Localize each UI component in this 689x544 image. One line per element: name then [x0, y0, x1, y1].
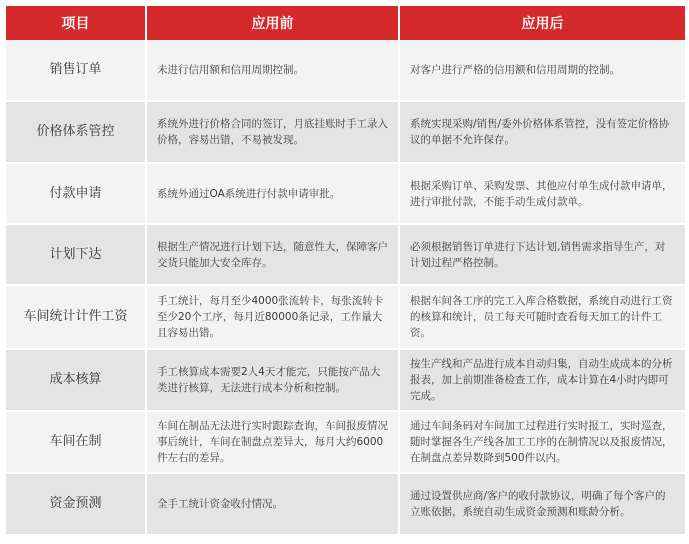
row-item: 成本核算	[6, 350, 147, 412]
row-item: 车间在制	[6, 412, 147, 474]
table-row	[6, 225, 685, 286]
row-before: 根据生产情况进行计划下达，随意性大，保障客户交货只能加大安全库存。	[147, 225, 400, 286]
table-row	[6, 164, 685, 225]
comparison-table	[6, 6, 685, 536]
row-item: 价格体系管控	[6, 102, 147, 164]
comparison-table-container	[6, 6, 685, 540]
row-after: 根据车间各工序的完工入库合格数据，系统自动进行工资的核算和统计，员工每天可随时查看每天加工的计件工资。	[400, 286, 685, 350]
row-after: 根据采购订单、采购发票、其他应付单生成付款申请单，进行审批付款，不能手动生成付款单。	[400, 164, 685, 225]
row-before: 全手工统计资金收付情况。	[147, 474, 400, 536]
row-after: 通过设置供应商/客户的收付款协议，明确了每个客户的立账依据，系统自动生成资金预测和账龄分析。	[400, 474, 685, 536]
row-item: 资金预测	[6, 474, 147, 536]
header-after: 应用后	[400, 6, 685, 40]
header-row	[6, 6, 685, 40]
row-item: 计划下达	[6, 225, 147, 286]
row-before: 手工统计，每月至少4000张流转卡，每张流转卡至少20个工序，每月近80000条记录，工作量大且容易出错。	[147, 286, 400, 350]
row-before: 车间在制品无法进行实时跟踪查询，车间报废情况事后统计，车间在制盘点差异大，每月大约6000件左右的差异。	[147, 412, 400, 474]
row-before: 未进行信用额和信用周期控制。	[147, 40, 400, 102]
header-item: 项目	[6, 6, 147, 40]
row-item: 车间统计计件工资	[6, 286, 147, 350]
row-after: 对客户进行严格的信用额和信用周期的控制。	[400, 40, 685, 102]
table-row	[6, 350, 685, 412]
row-before: 手工核算成本需要2人4天才能完，只能按产品大类进行核算，无法进行成本分析和控制。	[147, 350, 400, 412]
table-row	[6, 412, 685, 474]
row-item: 销售订单	[6, 40, 147, 102]
row-before: 系统外进行价格合同的签订，月底挂账时手工录入价格，容易出错，不易被发现。	[147, 102, 400, 164]
row-after: 系统实现采购/销售/委外价格体系管控，没有签定价格协议的单据不允许保存。	[400, 102, 685, 164]
table-row	[6, 102, 685, 164]
row-after: 必须根据销售订单进行下达计划,销售需求指导生产，对计划过程严格控制。	[400, 225, 685, 286]
header-before: 应用前	[147, 6, 400, 40]
table-row	[6, 40, 685, 102]
table-row	[6, 474, 685, 536]
row-after: 通过车间条码对车间加工过程进行实时报工，实时巡查，随时掌握各生产线各加工工序的在制情况以及报废情况，在制盘点差异数降到500件以内。	[400, 412, 685, 474]
row-before: 系统外通过OA系统进行付款申请审批。	[147, 164, 400, 225]
row-item: 付款申请	[6, 164, 147, 225]
table-row	[6, 286, 685, 350]
row-after: 按生产线和产品进行成本自动归集，自动生成成本的分析报表，加上前期准备检查工作，成本计算在4小时内即可完成。	[400, 350, 685, 412]
